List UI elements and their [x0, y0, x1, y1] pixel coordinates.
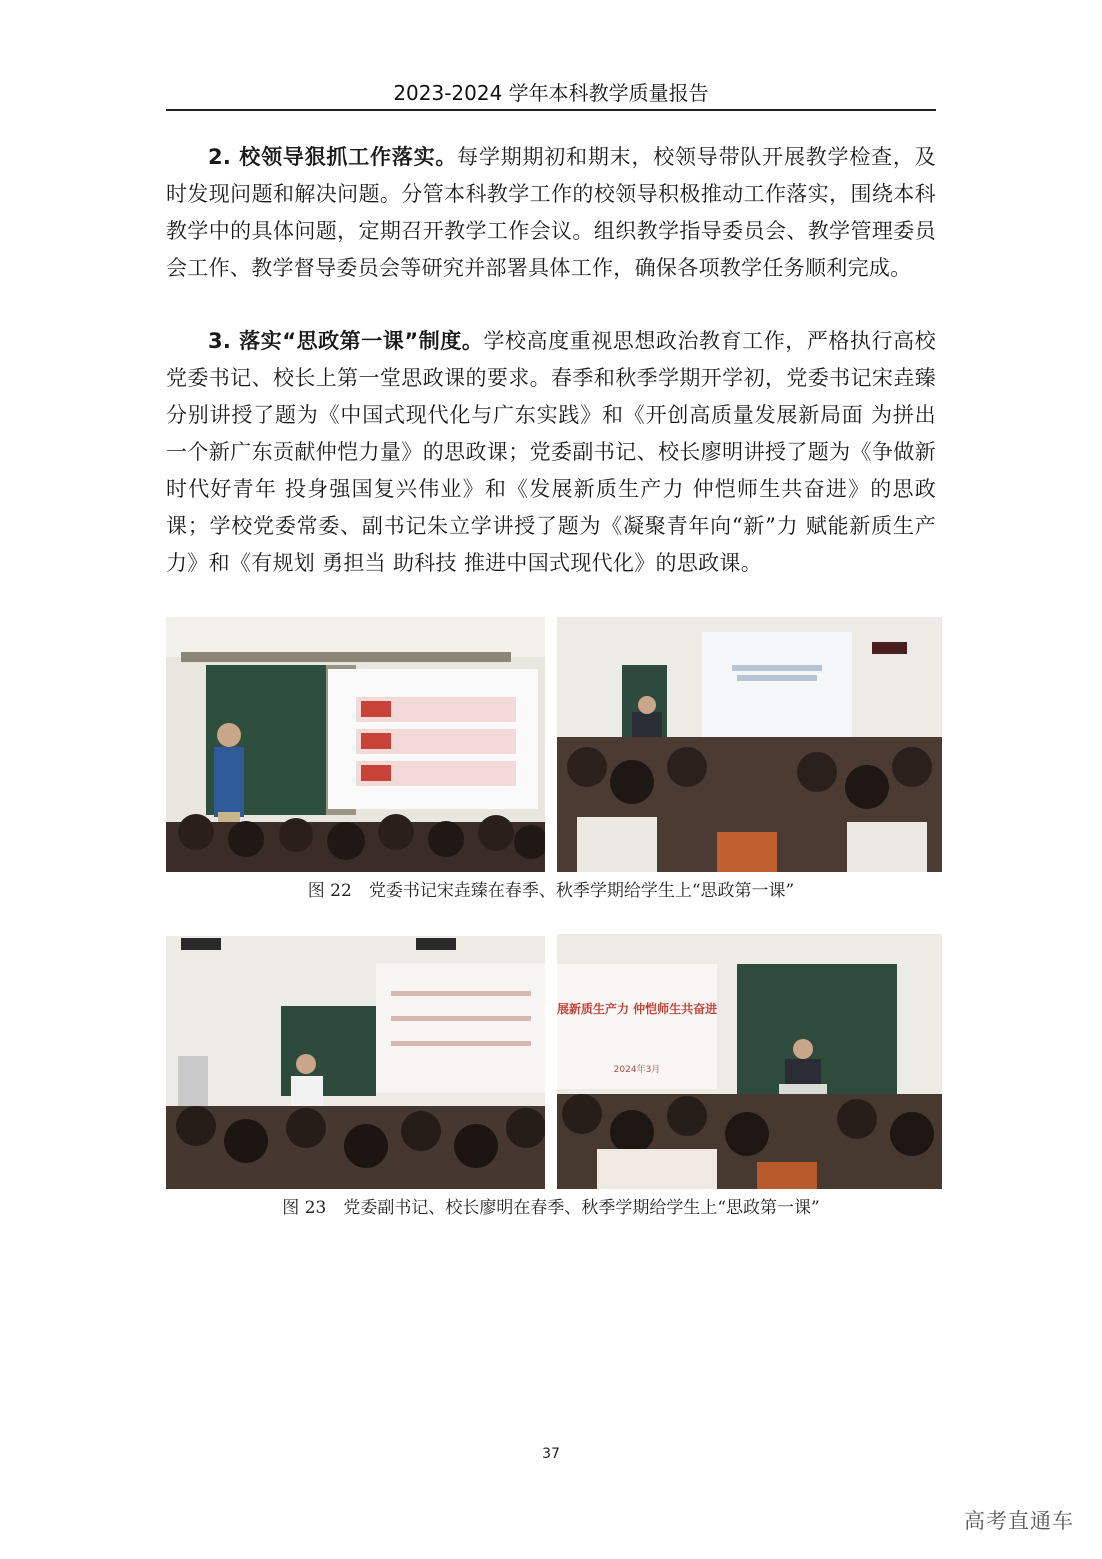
paragraph-first-lesson [166, 323, 936, 582]
watermark: 高考直通车 [964, 1509, 1074, 1533]
figure-23-caption: 图 23 党委副书记、校长廖明在春季、秋季学期给学生上“思政第一课” [282, 1198, 820, 1218]
header-divider [166, 109, 936, 111]
figure-22-photo-left [166, 617, 545, 872]
page-header-title: 2023-2024 学年本科教学质量报告 [393, 81, 709, 105]
figure-22-caption: 图 22 党委书记宋垚臻在春季、秋季学期给学生上“思政第一课” [307, 881, 795, 901]
paragraph-heading: 3. 落实“思政第一课”制度。 [208, 329, 484, 353]
figure-23-slide-date: 2024年3月 [613, 1065, 661, 1075]
paragraph-body: 学校高度重视思想政治教育工作，严格执行高校党委书记、校长上第一堂思政课的要求。春季和秋季学期开学初，党委书记宋垚臻分别讲授了题为《中国式现代化与广东实践》和《开创高质量发展新局面 为拼出一个新广东贡献仲恺力量》的思政课；党委副书记、校长廖明讲授了题为《争做新时代好青年 投身强国复兴伟业》和《发展新质生产力 仲恺师生共奋进》的思政课；学校党委常委、副书记朱立学讲授了题为《凝聚青年向“新”力 赋能新质生产力》和《有规划 勇担当 助科技 推进中国式现代化》的思政课。 [166, 329, 936, 575]
paragraph-heading: 2. 校领导狠抓工作落实。 [208, 145, 458, 169]
figure-23-photo-left [166, 936, 545, 1189]
figure-22-photo-right [557, 617, 942, 872]
figure-23-slide-text: 展新质生产力 仲恺师生共奋进 [557, 1002, 717, 1016]
figure-23-photo-right [557, 934, 942, 1189]
paragraph-body: 每学期期初和期末，校领导带队开展教学检查，及时发现问题和解决问题。分管本科教学工作的校领导积极推动工作落实，围绕本科教学中的具体问题，定期召开教学工作会议。组织教学指导委员会、教学管理委员会工作、教学督导委员会等研究并部署具体工作，确保各项教学任务顺利完成。 [166, 145, 936, 280]
page-number: 37 [542, 1446, 560, 1462]
paragraph-leadership [166, 139, 936, 287]
